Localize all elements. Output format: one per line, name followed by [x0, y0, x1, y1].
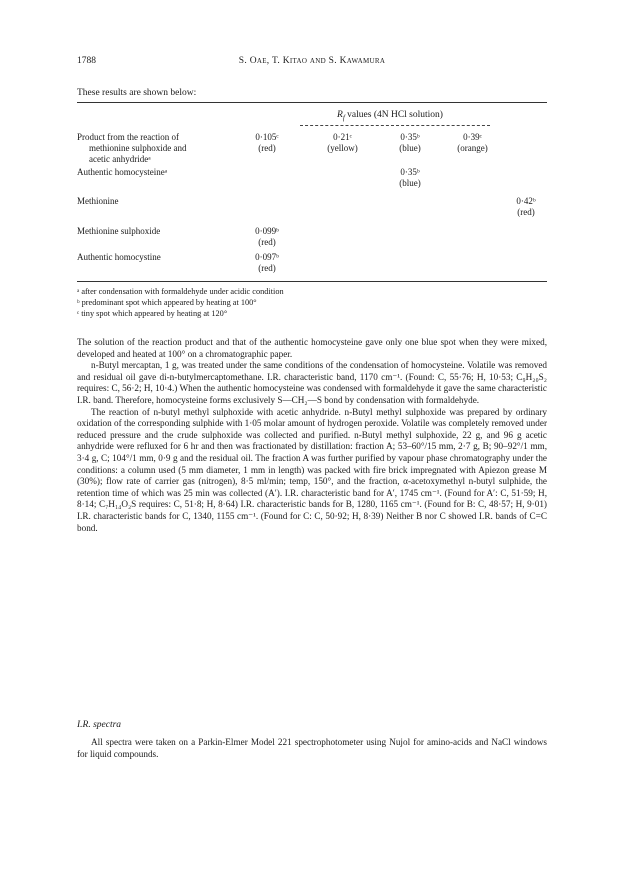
footnote-c: ᶜ tiny spot which appeared by heating at 120°	[77, 309, 228, 318]
table-top-rule	[77, 102, 547, 103]
table-row-label-4: Methionine sulphoxide	[77, 226, 161, 236]
section-heading: I.R. spectra	[77, 720, 122, 730]
paragraph-1: The solution of the reaction product and that of the authentic homocysteine gave only one blue spot when they were mixed, developed and heated at 100° on a chromatographic paper.	[77, 337, 547, 359]
table-cell: 0·39ᶜ (orange)	[457, 132, 488, 153]
table-cell: 0·35ᵇ (blue)	[399, 167, 421, 188]
footnote-a: ᵃ after condensation with formaldehyde under acidic condition	[77, 287, 284, 296]
table-cell: 0·105ᶜ (red)	[255, 132, 279, 153]
final-text	[77, 737, 547, 760]
table-bottom-rule	[77, 281, 547, 282]
table-cell: 0·099ᵇ (red)	[255, 226, 279, 247]
table-row-label-1: Product from the reaction of methionine sulphoxide and acetic anhydrideᵃ	[77, 132, 187, 164]
table-column-heading: $R_f$ values (4N HCl solution)	[337, 110, 443, 122]
heading-underline	[300, 125, 490, 126]
table-row-label-5: Authentic homocystine	[77, 252, 161, 262]
running-head: S. Oae, T. Kitao and S. Kawamura	[238, 56, 386, 66]
paragraph-4: All spectra were taken on a Parkin-Elmer Model 221 spectrophotometer using Nujol for amino-acids and NaCl windows for liquid compounds.	[77, 737, 547, 759]
page-number: 1788	[77, 56, 96, 66]
table-cell: 0·097ᵇ (red)	[255, 252, 279, 273]
table-cell: 0·35ᵇ (blue)	[399, 132, 421, 153]
body-text	[77, 337, 547, 534]
table-cell: 0·42ᵇ (red)	[516, 196, 536, 217]
intro-line: These results are shown below:	[77, 88, 197, 98]
table-cell: 0·21ᶜ (yellow)	[327, 132, 358, 153]
paragraph-3: The reaction of n-butyl methyl sulphoxide with acetic anhydride. n-Butyl methyl sulphoxide was prepared by ordinary oxidation of the corresponding sulphide with 1·05 molar amount of hydrogen peroxide. Volatile was completely removed under reduced pressure and the crude sulphoxide was collected and purified. n-Butyl methyl sulphoxide, 22 g, and 96 g acetic anhydride were refluxed for 6 hr and then was fractionated by distillation: fraction A; 53–60°/15 mm, 2·7 g, B; 90–92°/1 mm, 3·4 g, C; 104°/1 mm, 0·9 g and the residual oil. The fraction A was further purified by vapour phase chromatography under the conditions: a column used (5 mm diameter, 1 mm in length) was packed with fire brick impregnated with Apiezon grease M (30%); flow rate of carrier gas (nitrogen), 8·5 ml/min; temp, 150°, and the fraction, α-acetoxymethyl n-butyl sulphide, the retention time of which was 25 min was collected (A′). I.R. characteristic band for A′, 1745 cm⁻¹. (Found for A′: C, 51·59; H, 8·14; C₇H₁₄O₂S requires: C, 51·8; H, 8·64) I.R. characteristic bands for B, 1280, 1165 cm⁻¹. (Found for B: C, 48·57; H, 9·01) I.R. characteristic bands for C, 1340, 1155 cm⁻¹. (Found for C: C, 50·92; H, 8·39) Neither B nor C showed I.R. bands of C=C bond.	[77, 406, 547, 533]
table-row-label-2: Authentic homocysteineᵃ	[77, 167, 168, 177]
table-row-label-3: Methionine	[77, 196, 119, 206]
footnote-b: ᵇ predominant spot which appeared by heating at 100°	[77, 298, 257, 307]
paragraph-2: n-Butyl mercaptan, 1 g, was treated under the same conditions of the condensation of homocysteine. Volatile was removed and residual oil gave di-n-butylmercaptomethane. I.R. characteristic band, 1170 cm⁻¹. (Found: C, 55·76; H, 10·53; C₉H₂₀S₂ requires: C, 56·2; H, 10·4.) When the authentic homocysteine was condensed with formaldehyde it gave the same characteristic I.R. band. Therefore, homocysteine forms exclusively S—CH₂—S bond by condensation with formaldehyde.	[77, 360, 547, 405]
